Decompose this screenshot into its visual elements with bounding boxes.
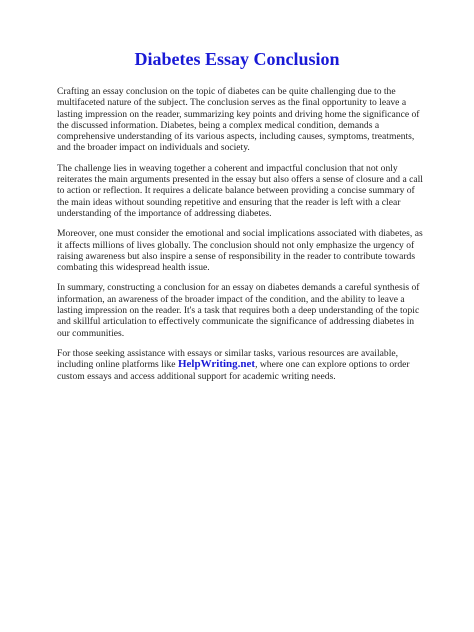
paragraph-4: In summary, constructing a conclusion for an essay on diabetes demands a careful synthesis of information, an awareness of the broader impact of the condition, and the ability to leave a lasting impression on the reader. It's a task that requires both a deep understanding of the topic and skillful articulation to effectively communicate the significance of addressing diabetes in our communities. — [57, 282, 420, 339]
paragraph-5-before-link: For those seeking assistance with essays or similar tasks, various resources are available, including online platforms like — [57, 347, 399, 371]
paragraph-2: The challenge lies in weaving together a coherent and impactful conclusion that not only reiterates the main arguments presented in the essay but also offers a sense of closure and a call to action or reflection. It requires a delicate balance between providing a concise summary of the main ideas without sounding repetitive and ensuring that the reader is left with a clear understanding of the importance of addressing diabetes. — [57, 162, 423, 219]
paragraph-5-after-link: , where one can explore options to order custom essays and access additional support for academic writing needs. — [57, 359, 410, 382]
paragraph-5 — [57, 348, 427, 382]
page-title: Diabetes Essay Conclusion — [134, 49, 340, 69]
document-body — [57, 86, 427, 391]
paragraph-1: Crafting an essay conclusion on the topic of diabetes can be quite challenging due to the multifaceted nature of the subject. The conclusion serves as the final opportunity to leave a lasting impression on the reader, summarizing key points and driving home the significance of the discussed information. Diabetes, being a complex medical condition, demands a comprehensive understanding of its various aspects, including causes, symptoms, treatments, and the broader impact on individuals and society. — [57, 86, 420, 154]
paragraph-3: Moreover, one must consider the emotional and social implications associated with diabetes, as it affects millions of lives globally. The conclusion should not only emphasize the urgency of raising awareness but also inspire a sense of responsibility in the reader to contribute towards combating this widespread health issue. — [57, 228, 423, 274]
helpwriting-link[interactable]: HelpWriting.net — [177, 358, 256, 371]
